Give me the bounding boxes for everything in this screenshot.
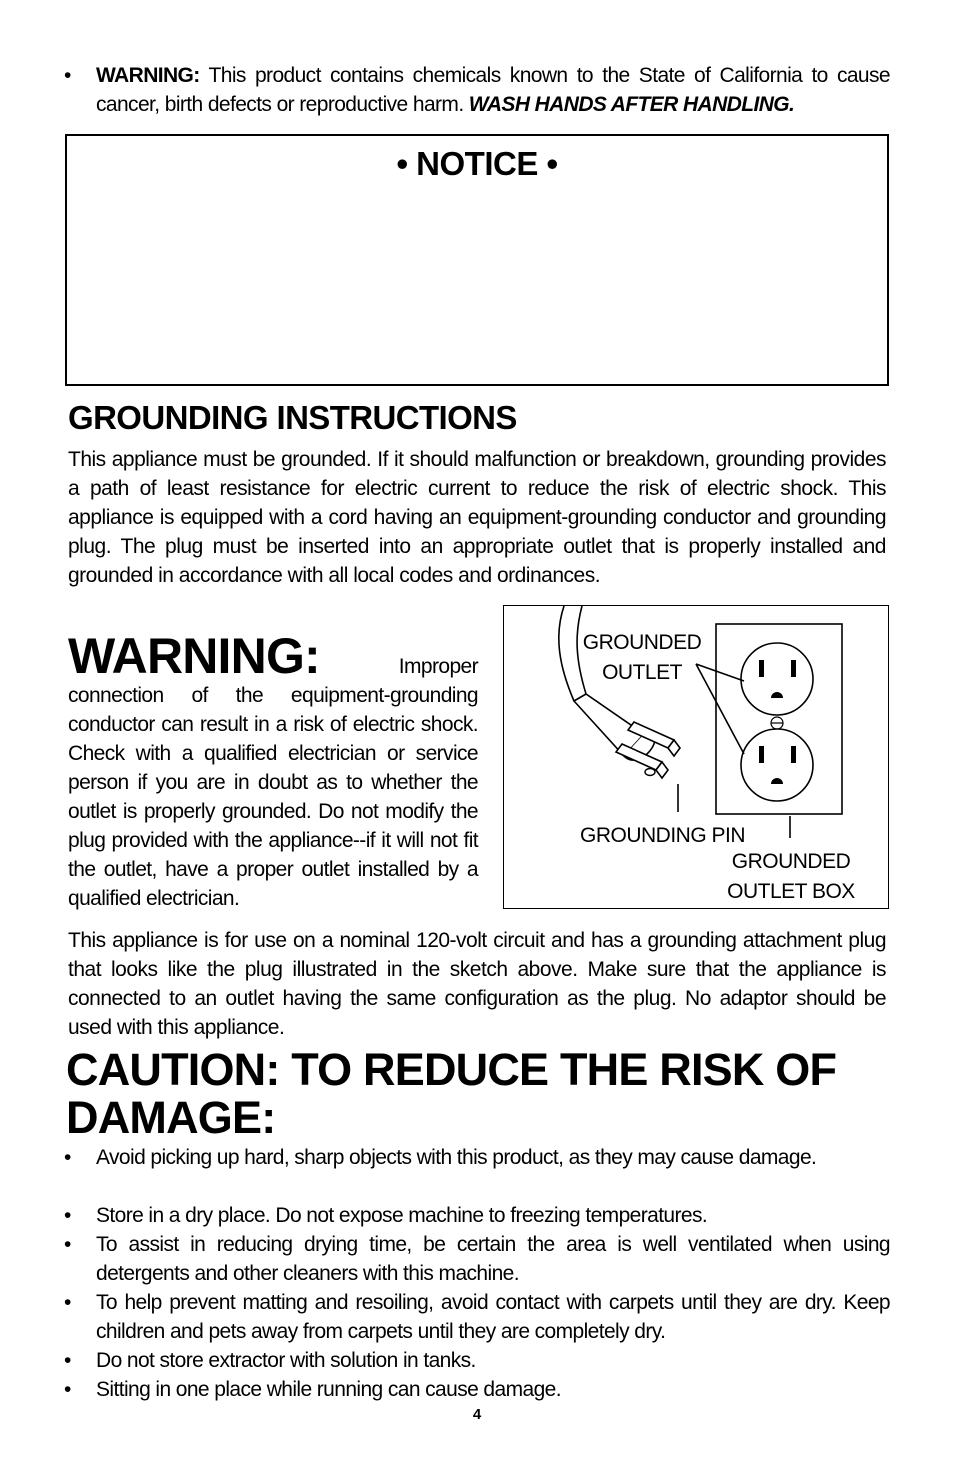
grounding-diagram — [503, 605, 889, 909]
page-number: 4 — [472, 1406, 482, 1423]
caution-item: • To help prevent matting and resoiling, avoid contact with carpets until they are dry. Keep children and pets away from carpets until they are completely dry. — [64, 1291, 890, 1343]
grounding-pin-label: GROUNDING PIN — [580, 824, 746, 847]
notice-box — [65, 134, 889, 386]
wash-hands-emphasis: WASH HANDS AFTER HANDLING. — [468, 93, 795, 116]
caution-heading: CAUTION: TO REDUCE THE RISK OF DAMAGE: — [66, 1044, 837, 1143]
notice-title: • NOTICE • — [396, 145, 558, 182]
warning-heading: WARNING: — [68, 628, 320, 684]
warning-body: Improper connection of the equipment-grounding conductor can result in a risk of electric shock. Check with a qualified electrician or service person if you are in doubt as to whether the outlet is properly grounded. Do not modify the plug provided with the appliance--if it will not fit the outlet, have a proper outlet installed by a qualified electrician. — [68, 655, 478, 910]
grounding-paragraph: This appliance must be grounded. If it should malfunction or breakdown, grounding provides a path of least resistance for electric current to reduce the risk of electric shock. This appliance is equipped with a cord having an equipment-grounding conductor and grounding plug. The plug must be inserted into an appropriate outlet that is properly installed and grounded in accordance with all local codes and ordinances. — [68, 448, 886, 587]
improper-connection-warning — [68, 628, 478, 913]
warning-text: This product contains chemicals known to the State of California to cause cancer, birth defects or reproductive harm. — [96, 64, 890, 116]
caution-item: • Do not store extractor with solution in tanks. — [64, 1349, 476, 1372]
circuit-paragraph: This appliance is for use on a nominal 120-volt circuit and has a grounding attachment plug that looks like the plug illustrated in the sketch above. Make sure that the appliance is connected to an outlet having the same configuration as the plug. No adaptor should be used with this appliance. — [68, 929, 886, 1039]
caution-item: • Avoid picking up hard, sharp objects with this product, as they may cause damage. — [64, 1146, 817, 1169]
grounded-outlet-label: GROUNDED OUTLET — [582, 631, 702, 684]
grounding-heading: GROUNDING INSTRUCTIONS — [68, 399, 517, 436]
california-warning — [64, 61, 890, 119]
caution-item: • Sitting in one place while running can cause damage. — [64, 1378, 561, 1401]
caution-item: • To assist in reducing drying time, be certain the area is well ventilated when using detergents and other cleaners with this machine. — [64, 1233, 890, 1285]
warning-label: WARNING: — [96, 64, 200, 87]
grounded-outlet-box-label: GROUNDED OUTLET BOX — [727, 850, 855, 903]
caution-item: • Store in a dry place. Do not expose machine to freezing temperatures. — [64, 1204, 708, 1227]
bullet: • — [64, 64, 71, 87]
